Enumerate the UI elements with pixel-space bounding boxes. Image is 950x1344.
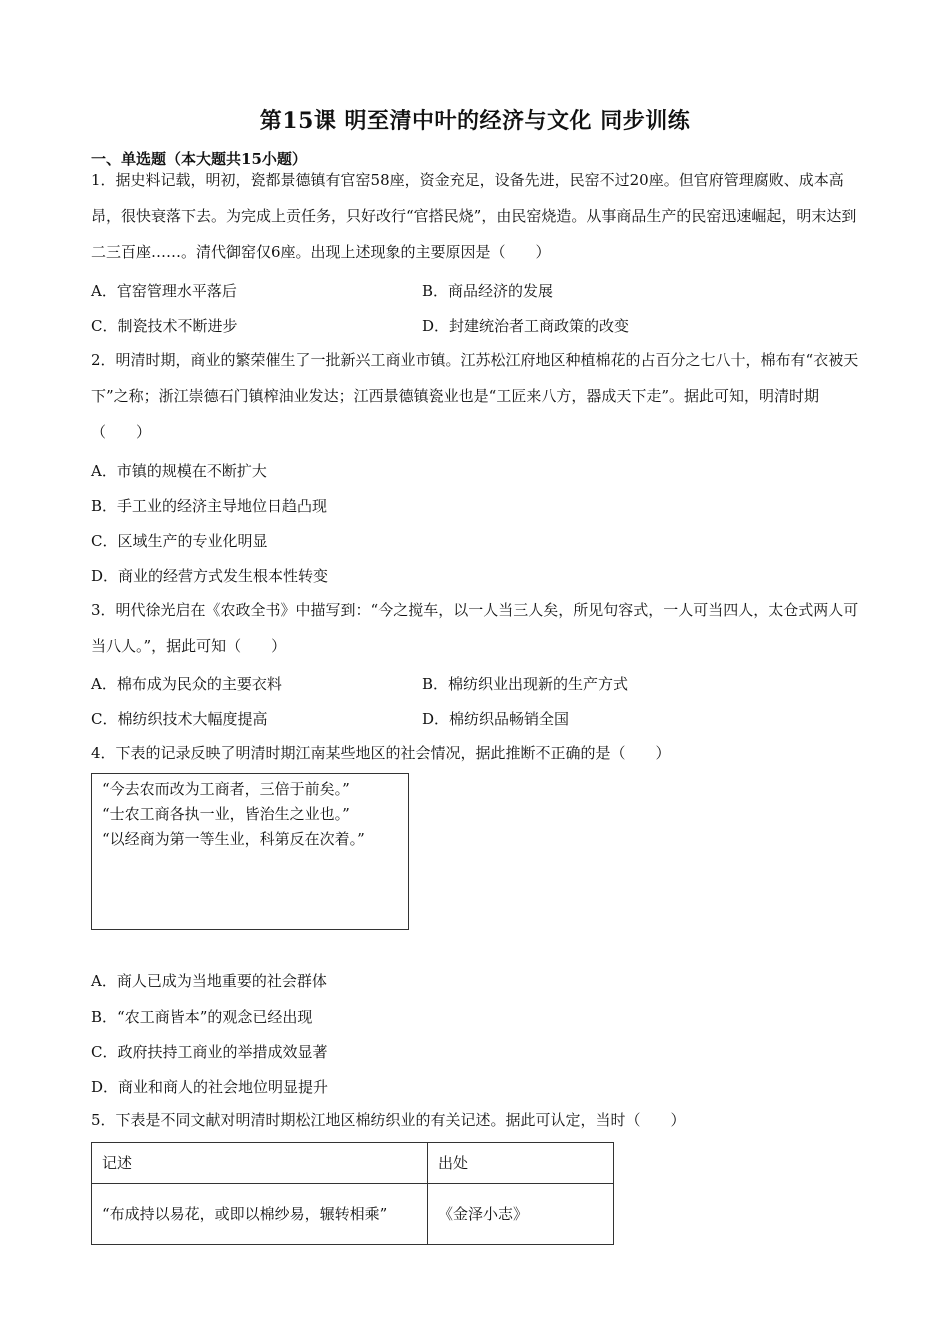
question-4-option-c: C．政府扶持工商业的举措成效显著 <box>91 1043 328 1061</box>
question-3-stem: 3．明代徐光启在《农政全书》中描写到：“今之搅车，以一人当三人矣，所见句容式，一人可当四人，太仓式两人可当八人。”，据此可知（ ） <box>91 601 859 655</box>
table-cell: “布成持以易花，或即以棉纱易，辗转相乘” <box>92 1184 428 1245</box>
question-1-stem: 1．据史料记载，明初，瓷都景德镇有官窑58座，资金充足，设备先进，民窑不过20座。但官府管理腐败、成本高昂，很快衰落下去。为完成上贡任务，只好改行“官搭民烧”，由民窑烧造。从事商品生产的民窑迅速崛起，明末达到二三百座……。清代御窑仅6座。出现上述现象的主要原因是（ ） <box>91 171 857 261</box>
page-title: 第15课 明至清中叶的经济与文化 同步训练 <box>259 108 691 134</box>
question-3-option-b: B．棉纺织业出现新的生产方式 <box>422 675 629 693</box>
table-header-row <box>92 1143 614 1184</box>
question-3-option-c: C．棉纺织技术大幅度提高 <box>91 710 268 728</box>
quote-line: “以经商为第一等生业，科第反在次着。” <box>102 830 365 848</box>
question-1-option-c: C．制瓷技术不断进步 <box>91 317 238 335</box>
question-2-stem: 2．明清时期，商业的繁荣催生了一批新兴工商业市镇。江苏松江府地区种植棉花的占百分之七八十，棉布有“衣被天下”之称；浙江崇德石门镇榨油业发达；江西景德镇瓷业也是“工匠来八方，器成天下走”。据此可知，明清时期（ ） <box>91 351 859 441</box>
quote-line: “今去农而改为工商者，三倍于前矣。” <box>102 780 350 798</box>
table-cell: 《金泽小志》 <box>428 1184 614 1245</box>
question-1-option-a: A．官窑管理水平落后 <box>91 282 237 300</box>
question-4-option-d: D．商业和商人的社会地位明显提升 <box>91 1078 329 1096</box>
question-2-option-b: B．手工业的经济主导地位日趋凸现 <box>91 497 328 515</box>
question-5-stem: 5．下表是不同文献对明清时期松江地区棉纺织业的有关记述。据此可认定，当时（ ） <box>91 1111 686 1129</box>
question-4-option-a: A．商人已成为当地重要的社会群体 <box>91 972 327 990</box>
quote-box <box>91 773 409 930</box>
question-3-option-d: D．棉纺织品畅销全国 <box>422 710 570 728</box>
question-4-stem: 4．下表的记录反映了明清时期江南某些地区的社会情况，据此推断不正确的是（ ） <box>91 744 671 762</box>
source-table <box>91 1142 614 1245</box>
quote-line: “士农工商各执一业，皆治生之业也。” <box>102 805 350 823</box>
table-header-cell: 记述 <box>92 1143 428 1184</box>
table-header-cell: 出处 <box>428 1143 614 1184</box>
question-4-option-b: B．“农工商皆本”的观念已经出现 <box>91 1008 313 1026</box>
question-2-option-c: C．区域生产的专业化明显 <box>91 532 268 550</box>
section-heading: 一、单选题（本大题共15小题） <box>91 150 307 168</box>
table-row <box>92 1184 614 1245</box>
question-2-option-a: A．市镇的规模在不断扩大 <box>91 462 267 480</box>
question-2-option-d: D．商业的经营方式发生根本性转变 <box>91 567 329 585</box>
question-3-option-a: A．棉布成为民众的主要衣料 <box>91 675 282 693</box>
question-1-option-b: B．商品经济的发展 <box>422 282 554 300</box>
question-1-option-d: D．封建统治者工商政策的改变 <box>422 317 630 335</box>
